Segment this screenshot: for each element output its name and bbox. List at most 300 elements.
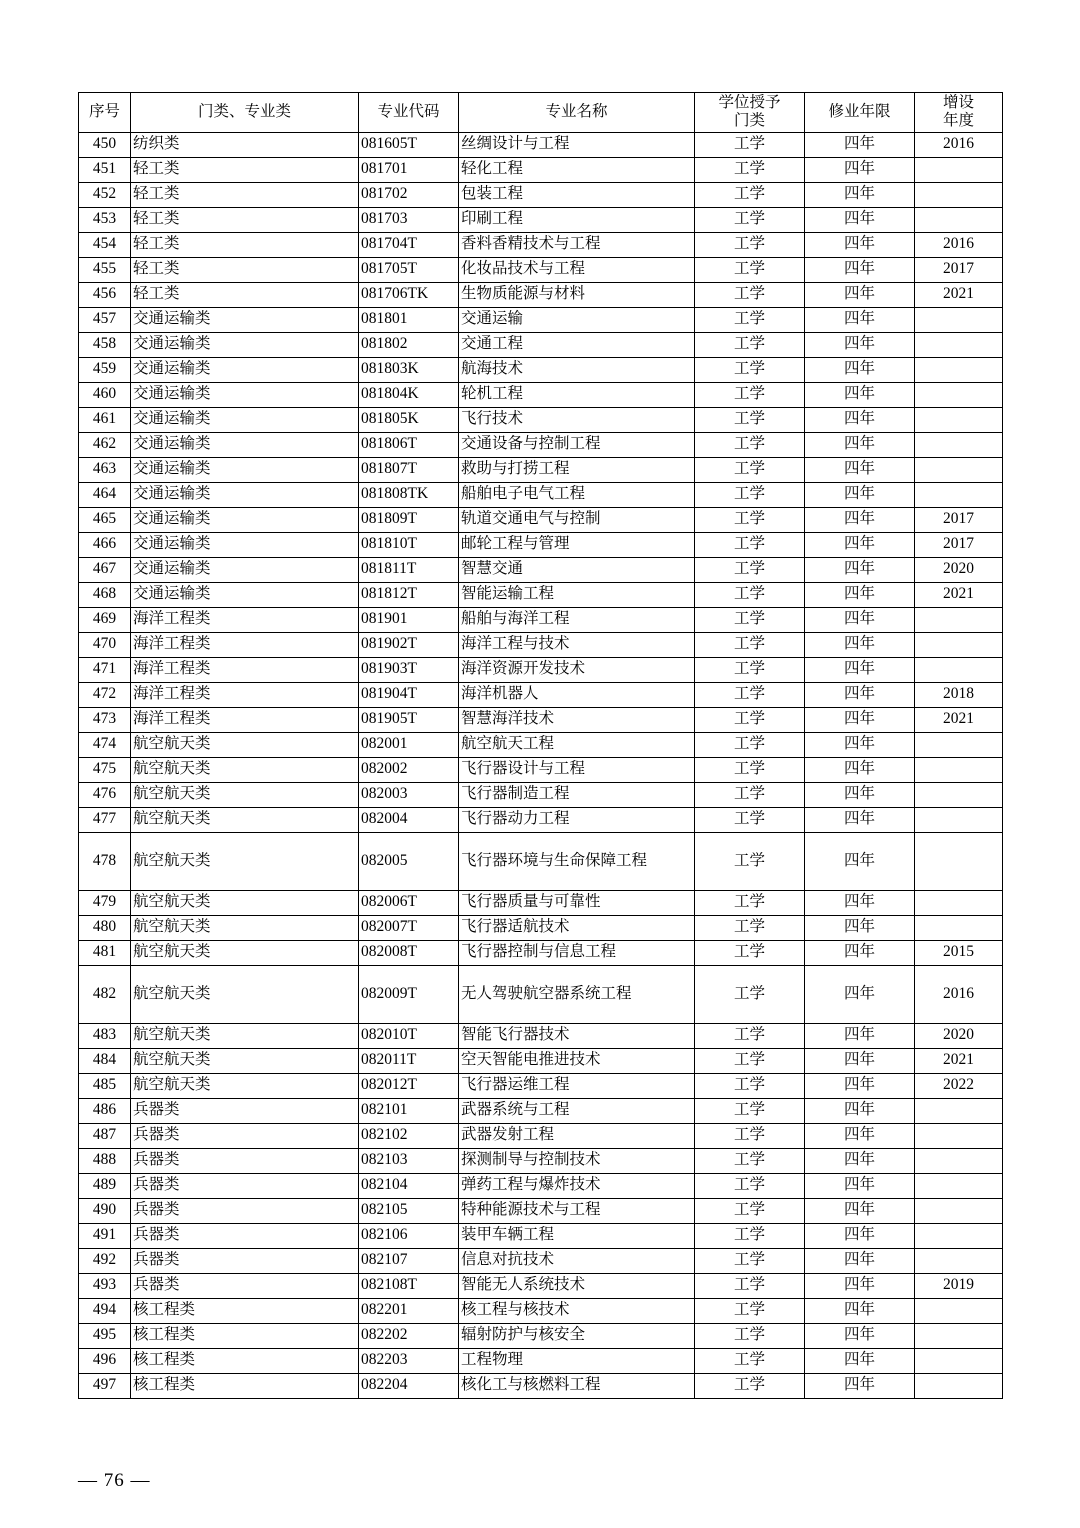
row-duration: 四年 [805, 632, 915, 657]
row-added-year [915, 332, 1003, 357]
row-name: 化妆品技术与工程 [459, 257, 695, 282]
row-code: 082103 [359, 1148, 459, 1173]
row-name: 交通设备与控制工程 [459, 432, 695, 457]
row-code: 081703 [359, 207, 459, 232]
row-index: 471 [79, 657, 131, 682]
row-added-year [915, 1298, 1003, 1323]
row-name: 飞行器制造工程 [459, 782, 695, 807]
row-added-year: 2021 [915, 582, 1003, 607]
row-index: 463 [79, 457, 131, 482]
table-row [79, 1098, 1003, 1123]
table-row [79, 432, 1003, 457]
row-name: 航海技术 [459, 357, 695, 382]
row-added-year: 2017 [915, 257, 1003, 282]
row-index: 474 [79, 732, 131, 757]
row-degree: 工学 [695, 157, 805, 182]
row-code: 082105 [359, 1198, 459, 1223]
row-duration: 四年 [805, 357, 915, 382]
row-code: 081803K [359, 357, 459, 382]
row-duration: 四年 [805, 807, 915, 832]
row-name: 交通运输 [459, 307, 695, 332]
row-name: 印刷工程 [459, 207, 695, 232]
row-index: 489 [79, 1173, 131, 1198]
page-number: — 76 — [78, 1470, 151, 1491]
row-added-year [915, 382, 1003, 407]
row-index: 478 [79, 832, 131, 890]
page-footer [78, 1470, 1002, 1492]
row-degree: 工学 [695, 782, 805, 807]
row-name: 空天智能电推进技术 [459, 1048, 695, 1073]
table-row [79, 1198, 1003, 1223]
row-name: 轻化工程 [459, 157, 695, 182]
row-code: 082201 [359, 1298, 459, 1323]
row-index: 475 [79, 757, 131, 782]
row-added-year [915, 207, 1003, 232]
row-added-year [915, 457, 1003, 482]
row-added-year: 2020 [915, 1023, 1003, 1048]
row-degree: 工学 [695, 657, 805, 682]
row-index: 479 [79, 890, 131, 915]
row-index: 472 [79, 682, 131, 707]
table-row [79, 1348, 1003, 1373]
row-name: 交通工程 [459, 332, 695, 357]
row-index: 487 [79, 1123, 131, 1148]
table-row [79, 382, 1003, 407]
row-index: 490 [79, 1198, 131, 1223]
row-category: 兵器类 [131, 1123, 359, 1148]
row-category: 交通运输类 [131, 532, 359, 557]
row-name: 海洋机器人 [459, 682, 695, 707]
row-added-year [915, 807, 1003, 832]
row-name: 特种能源技术与工程 [459, 1198, 695, 1223]
row-index: 460 [79, 382, 131, 407]
row-added-year: 2017 [915, 507, 1003, 532]
table-row [79, 732, 1003, 757]
row-category: 航空航天类 [131, 757, 359, 782]
row-category: 轻工类 [131, 282, 359, 307]
row-degree: 工学 [695, 307, 805, 332]
table-header [79, 93, 1003, 133]
table-row [79, 1073, 1003, 1098]
row-code: 081901 [359, 607, 459, 632]
row-degree: 工学 [695, 357, 805, 382]
row-duration: 四年 [805, 432, 915, 457]
row-degree: 工学 [695, 382, 805, 407]
row-index: 455 [79, 257, 131, 282]
row-added-year: 2018 [915, 682, 1003, 707]
row-added-year [915, 1373, 1003, 1398]
row-duration: 四年 [805, 1123, 915, 1148]
row-category: 兵器类 [131, 1198, 359, 1223]
row-added-year [915, 732, 1003, 757]
table-row [79, 807, 1003, 832]
row-added-year [915, 1198, 1003, 1223]
row-added-year [915, 632, 1003, 657]
row-degree: 工学 [695, 1073, 805, 1098]
row-added-year [915, 1123, 1003, 1148]
row-code: 082012T [359, 1073, 459, 1098]
row-name: 智能飞行器技术 [459, 1023, 695, 1048]
row-degree: 工学 [695, 507, 805, 532]
row-added-year [915, 757, 1003, 782]
row-index: 477 [79, 807, 131, 832]
row-index: 464 [79, 482, 131, 507]
row-degree: 工学 [695, 182, 805, 207]
row-code: 081807T [359, 457, 459, 482]
row-duration: 四年 [805, 1048, 915, 1073]
row-name: 海洋资源开发技术 [459, 657, 695, 682]
row-name: 飞行器运维工程 [459, 1073, 695, 1098]
row-duration: 四年 [805, 965, 915, 1023]
row-index: 482 [79, 965, 131, 1023]
row-duration: 四年 [805, 1173, 915, 1198]
row-added-year: 2022 [915, 1073, 1003, 1098]
row-added-year [915, 357, 1003, 382]
row-code: 081702 [359, 182, 459, 207]
row-code: 081705T [359, 257, 459, 282]
column-header-code: 专业代码 [359, 93, 459, 133]
row-name: 船舶电子电气工程 [459, 482, 695, 507]
row-duration: 四年 [805, 940, 915, 965]
row-added-year [915, 1248, 1003, 1273]
table-row [79, 557, 1003, 582]
table-row [79, 1148, 1003, 1173]
row-index: 491 [79, 1223, 131, 1248]
row-name: 船舶与海洋工程 [459, 607, 695, 632]
row-index: 485 [79, 1073, 131, 1098]
row-index: 466 [79, 532, 131, 557]
table-row [79, 707, 1003, 732]
row-code: 081806T [359, 432, 459, 457]
row-code: 081801 [359, 307, 459, 332]
row-duration: 四年 [805, 257, 915, 282]
row-added-year: 2020 [915, 557, 1003, 582]
row-added-year [915, 157, 1003, 182]
row-name: 智慧海洋技术 [459, 707, 695, 732]
row-added-year [915, 832, 1003, 890]
row-duration: 四年 [805, 532, 915, 557]
row-code: 082001 [359, 732, 459, 757]
row-name: 飞行器设计与工程 [459, 757, 695, 782]
row-index: 483 [79, 1023, 131, 1048]
table-row [79, 582, 1003, 607]
row-name: 核工程与核技术 [459, 1298, 695, 1323]
row-name: 武器系统与工程 [459, 1098, 695, 1123]
row-duration: 四年 [805, 1023, 915, 1048]
row-added-year [915, 782, 1003, 807]
row-index: 492 [79, 1248, 131, 1273]
row-name: 装甲车辆工程 [459, 1223, 695, 1248]
row-added-year [915, 1098, 1003, 1123]
row-added-year [915, 307, 1003, 332]
table-row [79, 132, 1003, 157]
row-duration: 四年 [805, 557, 915, 582]
table-row [79, 965, 1003, 1023]
row-category: 交通运输类 [131, 357, 359, 382]
row-name: 香料香精技术与工程 [459, 232, 695, 257]
row-index: 470 [79, 632, 131, 657]
row-duration: 四年 [805, 1348, 915, 1373]
row-name: 丝绸设计与工程 [459, 132, 695, 157]
row-duration: 四年 [805, 507, 915, 532]
row-duration: 四年 [805, 407, 915, 432]
row-category: 交通运输类 [131, 307, 359, 332]
row-category: 航空航天类 [131, 1048, 359, 1073]
row-code: 082011T [359, 1048, 459, 1073]
row-category: 交通运输类 [131, 582, 359, 607]
row-category: 交通运输类 [131, 432, 359, 457]
row-code: 081904T [359, 682, 459, 707]
row-category: 兵器类 [131, 1223, 359, 1248]
row-added-year: 2017 [915, 532, 1003, 557]
row-index: 488 [79, 1148, 131, 1173]
row-index: 468 [79, 582, 131, 607]
table-row [79, 282, 1003, 307]
row-code: 081809T [359, 507, 459, 532]
row-index: 493 [79, 1273, 131, 1298]
row-code: 081812T [359, 582, 459, 607]
row-category: 交通运输类 [131, 382, 359, 407]
row-category: 兵器类 [131, 1248, 359, 1273]
row-code: 081902T [359, 632, 459, 657]
row-duration: 四年 [805, 682, 915, 707]
row-duration: 四年 [805, 890, 915, 915]
row-degree: 工学 [695, 457, 805, 482]
row-degree: 工学 [695, 557, 805, 582]
row-category: 航空航天类 [131, 890, 359, 915]
row-category: 航空航天类 [131, 832, 359, 890]
row-added-year [915, 1173, 1003, 1198]
row-duration: 四年 [805, 1098, 915, 1123]
row-duration: 四年 [805, 282, 915, 307]
row-added-year [915, 482, 1003, 507]
row-added-year [915, 1223, 1003, 1248]
column-header-name: 专业名称 [459, 93, 695, 133]
row-code: 081701 [359, 157, 459, 182]
row-added-year [915, 607, 1003, 632]
row-code: 082104 [359, 1173, 459, 1198]
row-code: 082106 [359, 1223, 459, 1248]
table-row [79, 657, 1003, 682]
row-added-year [915, 1323, 1003, 1348]
table-row [79, 1223, 1003, 1248]
row-degree: 工学 [695, 607, 805, 632]
table-row [79, 532, 1003, 557]
row-duration: 四年 [805, 1323, 915, 1348]
row-degree: 工学 [695, 1323, 805, 1348]
row-duration: 四年 [805, 757, 915, 782]
row-duration: 四年 [805, 332, 915, 357]
row-code: 081903T [359, 657, 459, 682]
row-category: 轻工类 [131, 232, 359, 257]
row-index: 496 [79, 1348, 131, 1373]
row-duration: 四年 [805, 207, 915, 232]
row-name: 智能运输工程 [459, 582, 695, 607]
row-category: 交通运输类 [131, 507, 359, 532]
table-header-row [79, 93, 1003, 133]
row-added-year [915, 432, 1003, 457]
row-code: 081802 [359, 332, 459, 357]
table-row [79, 332, 1003, 357]
row-name: 飞行器动力工程 [459, 807, 695, 832]
row-name: 海洋工程与技术 [459, 632, 695, 657]
row-degree: 工学 [695, 207, 805, 232]
row-degree: 工学 [695, 232, 805, 257]
row-name: 探测制导与控制技术 [459, 1148, 695, 1173]
row-added-year: 2016 [915, 132, 1003, 157]
row-code: 081811T [359, 557, 459, 582]
row-category: 航空航天类 [131, 782, 359, 807]
row-added-year [915, 890, 1003, 915]
row-degree: 工学 [695, 632, 805, 657]
row-category: 交通运输类 [131, 482, 359, 507]
row-added-year: 2016 [915, 965, 1003, 1023]
row-degree: 工学 [695, 1098, 805, 1123]
row-degree: 工学 [695, 832, 805, 890]
row-category: 航空航天类 [131, 965, 359, 1023]
row-added-year [915, 182, 1003, 207]
row-category: 轻工类 [131, 157, 359, 182]
row-degree: 工学 [695, 807, 805, 832]
table-row [79, 940, 1003, 965]
row-degree: 工学 [695, 1223, 805, 1248]
row-degree: 工学 [695, 1373, 805, 1398]
table-row [79, 232, 1003, 257]
row-code: 082005 [359, 832, 459, 890]
row-duration: 四年 [805, 582, 915, 607]
row-duration: 四年 [805, 1248, 915, 1273]
row-category: 轻工类 [131, 257, 359, 282]
table-row [79, 307, 1003, 332]
row-duration: 四年 [805, 307, 915, 332]
row-code: 081704T [359, 232, 459, 257]
row-name: 飞行技术 [459, 407, 695, 432]
row-code: 082002 [359, 757, 459, 782]
row-index: 481 [79, 940, 131, 965]
row-duration: 四年 [805, 782, 915, 807]
column-header-degree-line1: 学位授予 [718, 94, 781, 111]
row-degree: 工学 [695, 1298, 805, 1323]
column-header-category: 门类、专业类 [131, 93, 359, 133]
column-header-index: 序号 [79, 93, 131, 133]
table-row [79, 632, 1003, 657]
row-index: 486 [79, 1098, 131, 1123]
row-index: 497 [79, 1373, 131, 1398]
row-degree: 工学 [695, 732, 805, 757]
row-code: 081810T [359, 532, 459, 557]
row-added-year: 2021 [915, 282, 1003, 307]
row-degree: 工学 [695, 757, 805, 782]
row-duration: 四年 [805, 1298, 915, 1323]
table-row [79, 915, 1003, 940]
row-name: 工程物理 [459, 1348, 695, 1373]
row-name: 信息对抗技术 [459, 1248, 695, 1273]
row-code: 082006T [359, 890, 459, 915]
row-category: 航空航天类 [131, 1023, 359, 1048]
row-duration: 四年 [805, 157, 915, 182]
row-category: 核工程类 [131, 1373, 359, 1398]
row-index: 451 [79, 157, 131, 182]
row-index: 484 [79, 1048, 131, 1073]
row-category: 兵器类 [131, 1148, 359, 1173]
row-index: 458 [79, 332, 131, 357]
table-row [79, 1023, 1003, 1048]
table-row [79, 1373, 1003, 1398]
table-row [79, 482, 1003, 507]
row-index: 459 [79, 357, 131, 382]
row-code: 082009T [359, 965, 459, 1023]
row-degree: 工学 [695, 1123, 805, 1148]
row-added-year [915, 407, 1003, 432]
row-name: 救助与打捞工程 [459, 457, 695, 482]
row-name: 无人驾驶航空器系统工程 [459, 965, 695, 1023]
row-degree: 工学 [695, 282, 805, 307]
table-row [79, 1048, 1003, 1073]
row-degree: 工学 [695, 482, 805, 507]
row-category: 海洋工程类 [131, 682, 359, 707]
row-duration: 四年 [805, 1148, 915, 1173]
row-name: 飞行器环境与生命保障工程 [459, 832, 695, 890]
row-duration: 四年 [805, 232, 915, 257]
row-degree: 工学 [695, 915, 805, 940]
row-index: 494 [79, 1298, 131, 1323]
table-row [79, 1173, 1003, 1198]
row-index: 453 [79, 207, 131, 232]
row-code: 082107 [359, 1248, 459, 1273]
row-code: 082203 [359, 1348, 459, 1373]
row-category: 海洋工程类 [131, 607, 359, 632]
row-degree: 工学 [695, 1023, 805, 1048]
row-added-year [915, 1148, 1003, 1173]
row-index: 467 [79, 557, 131, 582]
row-degree: 工学 [695, 132, 805, 157]
row-category: 核工程类 [131, 1298, 359, 1323]
row-degree: 工学 [695, 940, 805, 965]
row-category: 航空航天类 [131, 915, 359, 940]
table-row [79, 507, 1003, 532]
table-row [79, 607, 1003, 632]
row-code: 082004 [359, 807, 459, 832]
row-duration: 四年 [805, 657, 915, 682]
row-category: 核工程类 [131, 1348, 359, 1373]
row-category: 兵器类 [131, 1273, 359, 1298]
row-index: 457 [79, 307, 131, 332]
row-index: 450 [79, 132, 131, 157]
row-code: 082108T [359, 1273, 459, 1298]
row-index: 473 [79, 707, 131, 732]
row-code: 082010T [359, 1023, 459, 1048]
table-row [79, 157, 1003, 182]
row-degree: 工学 [695, 407, 805, 432]
row-code: 081905T [359, 707, 459, 732]
row-duration: 四年 [805, 1373, 915, 1398]
row-duration: 四年 [805, 1198, 915, 1223]
row-duration: 四年 [805, 382, 915, 407]
row-index: 476 [79, 782, 131, 807]
row-code: 081706TK [359, 282, 459, 307]
row-duration: 四年 [805, 1273, 915, 1298]
row-index: 462 [79, 432, 131, 457]
row-category: 海洋工程类 [131, 632, 359, 657]
specialty-catalog-table-wrapper [78, 92, 1002, 1399]
row-duration: 四年 [805, 482, 915, 507]
table-row [79, 832, 1003, 890]
row-index: 480 [79, 915, 131, 940]
row-added-year: 2016 [915, 232, 1003, 257]
row-added-year: 2015 [915, 940, 1003, 965]
row-code: 082101 [359, 1098, 459, 1123]
row-category: 兵器类 [131, 1098, 359, 1123]
